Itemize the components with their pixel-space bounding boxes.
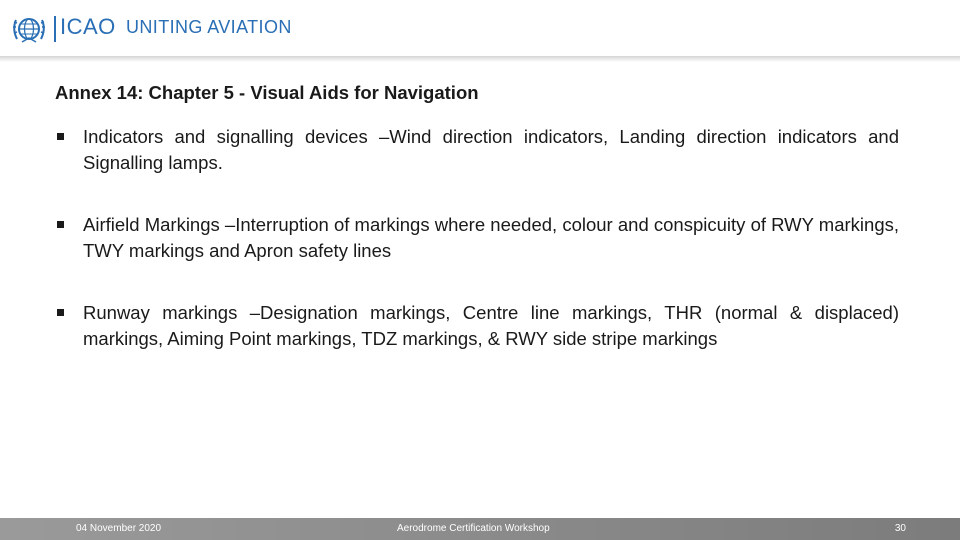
header	[0, 0, 960, 58]
bullet-item: Runway markings –Designation markings, Centre line markings, THR (normal & displaced) markings, Aiming Point markings, TDZ markings, & RWY side stripe markings	[55, 300, 899, 352]
bullet-list	[55, 124, 899, 388]
icao-logo-text: ICAO	[60, 14, 116, 39]
logo-separator	[54, 16, 56, 42]
page-number: 30	[894, 523, 906, 534]
bullet-item: Indicators and signalling devices –Wind direction indicators, Landing direction indicators and Signalling lamps.	[55, 124, 899, 176]
tagline: UNITING AVIATION	[126, 17, 292, 37]
icao-emblem-icon	[10, 12, 48, 46]
bullet-item: Airfield Markings –Interruption of markings where needed, colour and conspicuity of RWY markings, TWY markings and Apron safety lines	[55, 212, 899, 264]
footer-bar	[0, 518, 960, 540]
footer-date: 04 November 2020	[76, 523, 162, 534]
footer-event: Aerodrome Certification Workshop	[397, 523, 550, 534]
slide-title: Annex 14: Chapter 5 - Visual Aids for Navigation	[55, 82, 479, 103]
header-divider	[0, 56, 960, 62]
